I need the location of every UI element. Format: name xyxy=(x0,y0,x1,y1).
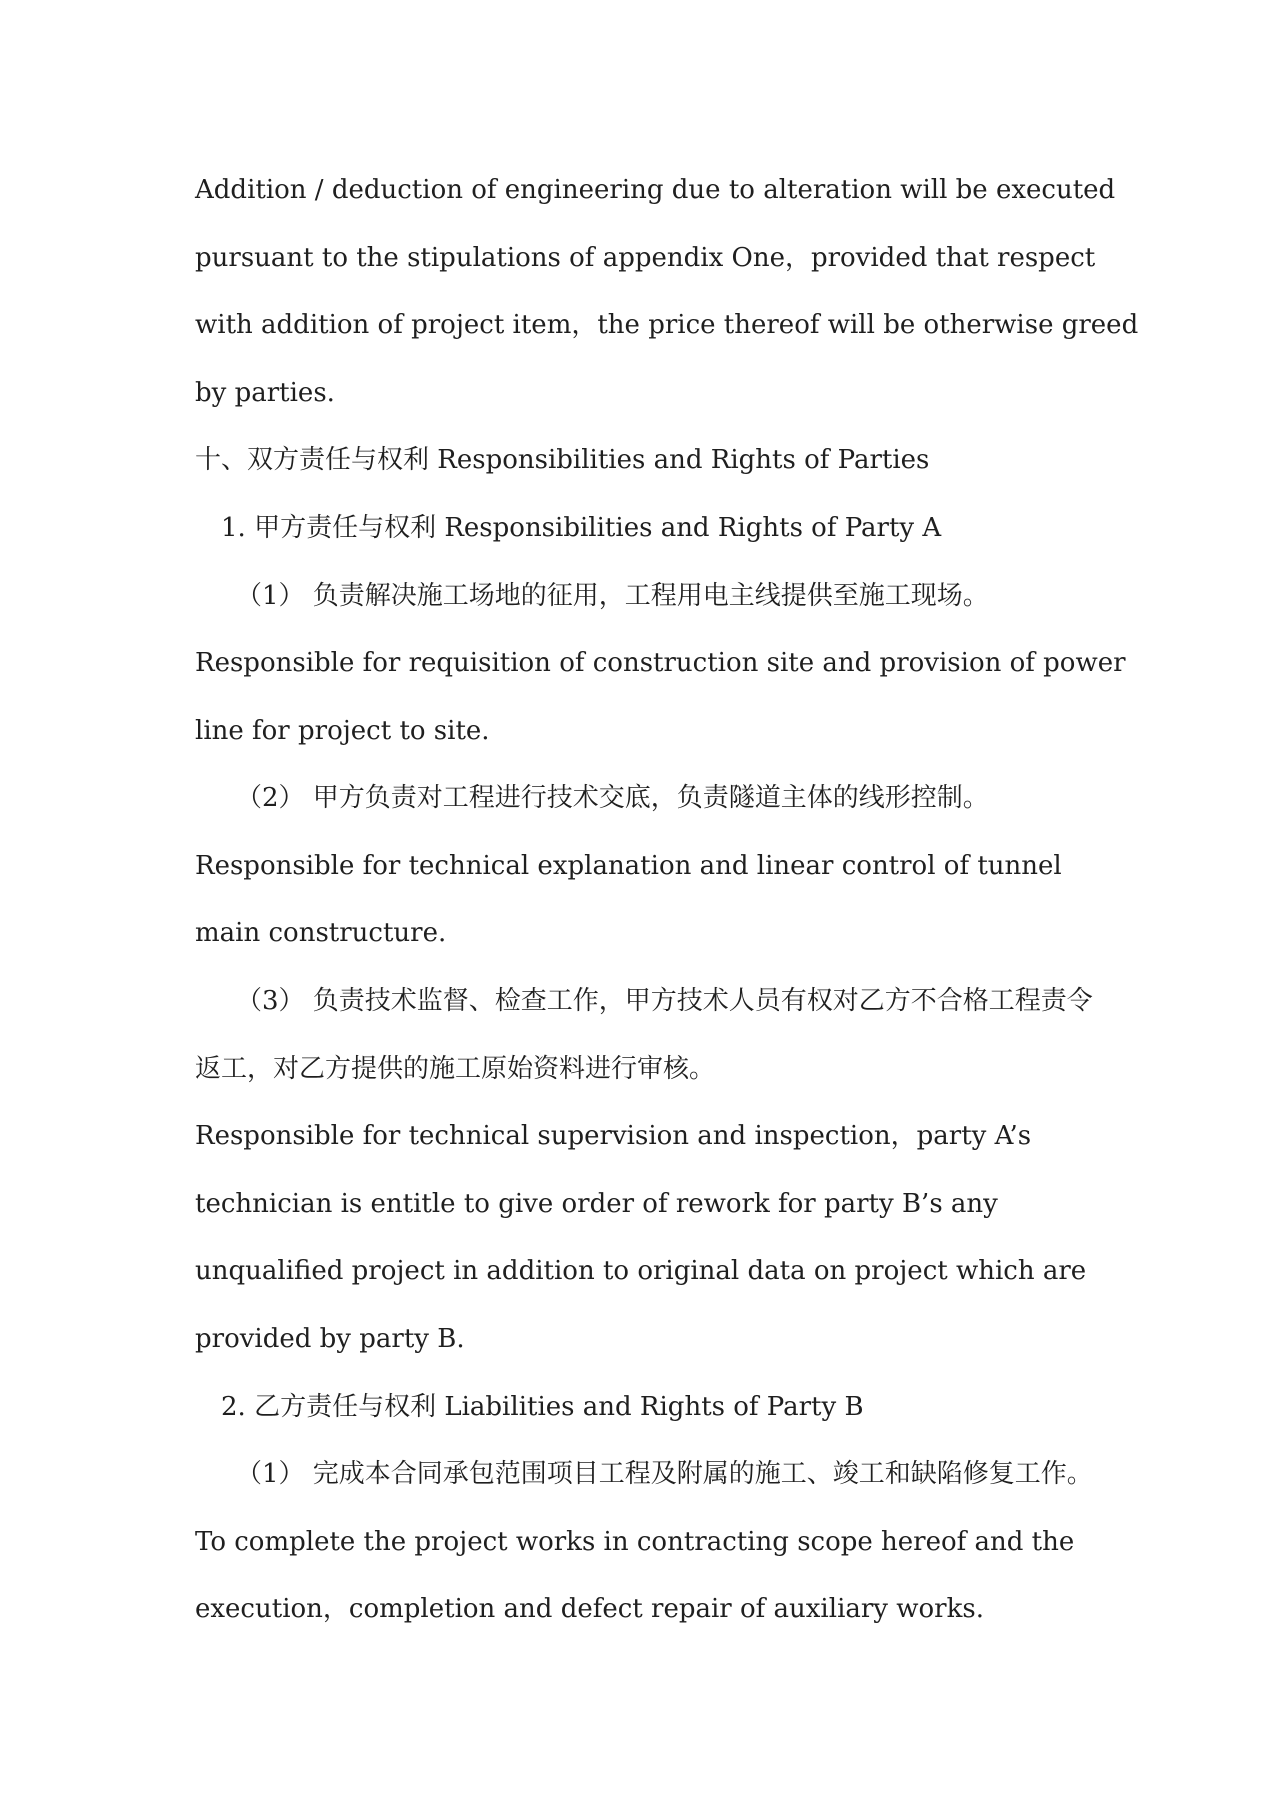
paragraph-line: 返工，对乙方提供的施工原始资料进行审核。 xyxy=(195,1054,716,1084)
section-heading: 十、双方责任与权利 Responsibilities and Rights of Parties xyxy=(195,445,930,475)
clause-line: （1） 完成本合同承包范围项目工程及附属的施工、竣工和缺陷修复工作。 xyxy=(236,1459,1093,1489)
paragraph-line: execution，completion and defect repair of auxiliary works. xyxy=(195,1594,984,1624)
paragraph-line: Responsible for requisition of construction site and provision of power xyxy=(195,648,1126,678)
paragraph-line: Responsible for technical explanation and linear control of tunnel xyxy=(195,851,1062,881)
paragraph-line: with addition of project item，the price thereof will be otherwise greed xyxy=(195,310,1139,340)
paragraph-line: pursuant to the stipulations of appendix One，provided that respect xyxy=(195,243,1096,273)
paragraph-line: provided by party B. xyxy=(195,1324,465,1354)
paragraph-line: unqualified project in addition to original data on project which are xyxy=(195,1256,1087,1286)
paragraph-line: Addition / deduction of engineering due to alteration will be executed xyxy=(195,175,1116,205)
clause-line: （2） 甲方负责对工程进行技术交底，负责隧道主体的线形控制。 xyxy=(236,783,989,813)
paragraph-line: Responsible for technical supervision and inspection，party A’s xyxy=(195,1121,1032,1151)
paragraph-line: line for project to site. xyxy=(195,716,490,746)
clause-line: （3） 负责技术监督、检查工作，甲方技术人员有权对乙方不合格工程责令 xyxy=(236,986,1093,1016)
clause-line: （1） 负责解决施工场地的征用，工程用电主线提供至施工现场。 xyxy=(236,581,989,611)
paragraph-line: by parties. xyxy=(195,378,335,408)
subsection-heading-party-b: 2. 乙方责任与权利 Liabilities and Rights of Party B xyxy=(221,1392,864,1422)
paragraph-line: technician is entitle to give order of rework for party B’s any xyxy=(195,1189,998,1219)
paragraph-line: main constructure. xyxy=(195,918,447,948)
paragraph-line: To complete the project works in contracting scope hereof and the xyxy=(195,1527,1075,1557)
subsection-heading-party-a: 1. 甲方责任与权利 Responsibilities and Rights of Party A xyxy=(221,513,942,543)
